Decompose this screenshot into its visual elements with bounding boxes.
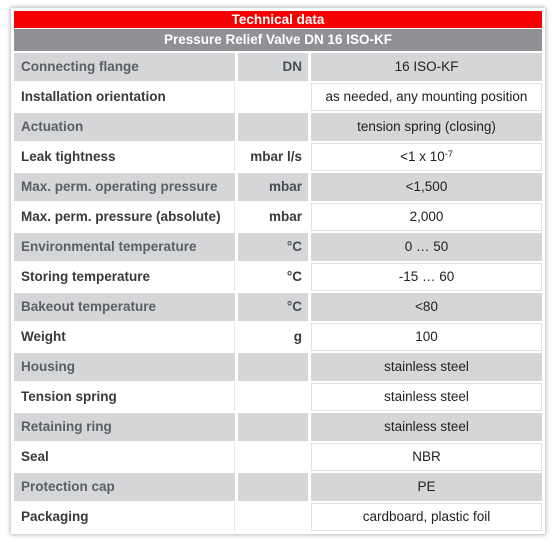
row-value: -15 … 60 — [311, 263, 542, 291]
table-row — [14, 173, 542, 203]
row-value: stainless steel — [311, 383, 542, 411]
row-label: Seal — [14, 443, 235, 471]
row-unit: mbar l/s — [250, 149, 302, 164]
section-title: Technical data — [14, 11, 542, 28]
row-label: Max. perm. operating pressure — [14, 173, 235, 201]
row-label: Packaging — [14, 503, 235, 531]
row-unit — [238, 503, 308, 531]
row-value: 100 — [311, 323, 542, 351]
product-title: Pressure Relief Valve DN 16 ISO-KF — [14, 29, 542, 51]
table-row — [14, 413, 542, 443]
table-row — [14, 53, 542, 83]
row-label: Connecting flange — [14, 53, 235, 81]
row-value: stainless steel — [311, 413, 542, 441]
row-label: Bakeout temperature — [14, 293, 235, 321]
row-unit: DN — [238, 53, 308, 81]
row-unit — [238, 113, 308, 141]
row-value: cardboard, plastic foil — [311, 503, 542, 531]
row-unit — [238, 353, 308, 381]
table-row — [14, 443, 542, 473]
row-label: Leak tightness — [14, 143, 235, 171]
row-value: stainless steel — [311, 353, 542, 381]
table-row — [14, 293, 542, 323]
row-unit: g — [293, 329, 302, 344]
table-row — [14, 323, 542, 353]
row-unit: °C — [238, 233, 308, 261]
row-value: <1,500 — [311, 173, 542, 201]
table-row — [14, 383, 542, 413]
row-label: Storing temperature — [14, 263, 235, 291]
row-value-base: <1 x 10 — [400, 149, 445, 164]
row-label: Retaining ring — [14, 413, 235, 441]
row-value: <80 — [311, 293, 542, 321]
row-label: Actuation — [14, 113, 235, 141]
row-label: Housing — [14, 353, 235, 381]
row-unit: °C — [286, 269, 302, 284]
row-unit — [238, 383, 308, 411]
table-row — [14, 203, 542, 233]
table-row — [14, 353, 542, 383]
table-row — [14, 503, 542, 533]
table-row — [14, 113, 542, 143]
row-unit — [238, 473, 308, 501]
row-label: Protection cap — [14, 473, 235, 501]
table-row — [14, 83, 542, 113]
row-value: 16 ISO-KF — [311, 53, 542, 81]
row-unit — [238, 413, 308, 441]
table-row — [14, 143, 542, 173]
row-value: tension spring (closing) — [311, 113, 542, 141]
row-label: Environmental temperature — [14, 233, 235, 261]
table-row — [14, 233, 542, 263]
table-row — [14, 473, 542, 503]
spec-table — [14, 53, 542, 533]
row-label: Tension spring — [14, 383, 235, 411]
row-unit — [238, 83, 308, 111]
row-unit — [238, 443, 308, 471]
row-value: 2,000 — [311, 203, 542, 231]
row-value: NBR — [311, 443, 542, 471]
row-value: PE — [311, 473, 542, 501]
row-unit: °C — [238, 293, 308, 321]
table-row — [14, 263, 542, 293]
row-label: Installation orientation — [14, 83, 235, 111]
row-value: 0 … 50 — [311, 233, 542, 261]
row-value-exponent: -7 — [444, 149, 453, 159]
row-value — [311, 143, 542, 171]
row-value: as needed, any mounting position — [311, 83, 542, 111]
technical-data-panel — [11, 8, 545, 534]
row-unit: mbar — [268, 209, 302, 224]
row-unit: mbar — [238, 173, 308, 201]
row-label: Max. perm. pressure (absolute) — [14, 203, 235, 231]
row-label: Weight — [14, 323, 235, 351]
